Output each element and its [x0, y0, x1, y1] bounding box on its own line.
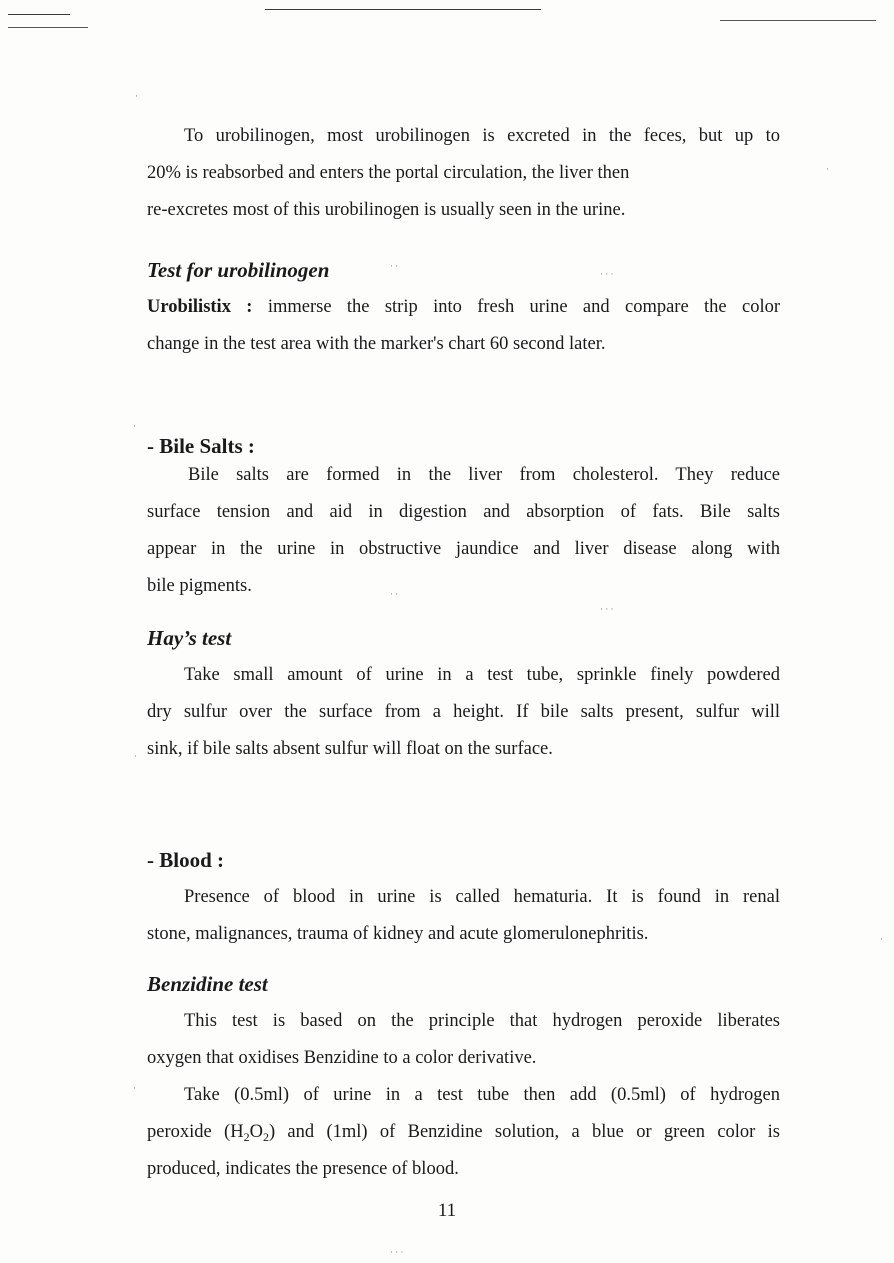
scan-rule: [8, 27, 88, 28]
scan-speck: ·: [880, 934, 883, 944]
scan-speck: ·: [135, 91, 138, 101]
scan-speck: · · ·: [600, 269, 614, 279]
scan-speck: ·: [133, 1083, 136, 1093]
test-urobilinogen-section: [147, 252, 780, 363]
scan-rule: [8, 14, 70, 15]
term-urobilistix: Urobilistix :: [147, 297, 253, 317]
blood-section: [147, 842, 780, 953]
line-text: O: [249, 1122, 263, 1142]
paragraph-line: change in the test area with the marker's chart 60 second later.: [147, 334, 606, 354]
paragraph-line: appear in the urine in obstructive jaundice and liver disease along with: [147, 539, 780, 559]
paragraph-line: re-excretes most of this urobilinogen is usually seen in the urine.: [147, 200, 626, 220]
line-text: peroxide (H: [147, 1122, 244, 1142]
subscript: 2: [262, 1130, 269, 1144]
scan-rule: [265, 9, 541, 10]
urobilinogen-paragraph: [147, 118, 780, 229]
paragraph-line: [147, 1114, 780, 1151]
section-heading: - Bile Salts :: [147, 434, 255, 458]
benzidine-test-section: [147, 966, 780, 1188]
paragraph-line: sink, if bile salts absent sulfur will float on the surface.: [147, 739, 553, 759]
paragraph-line: To urobilinogen, most urobilinogen is excreted in the feces, but up to: [184, 126, 780, 146]
scan-speck: · ·: [390, 261, 399, 271]
paragraph-line: oxygen that oxidises Benzidine to a color derivative.: [147, 1048, 537, 1068]
scan-speck: ·: [133, 421, 136, 431]
paragraph-line: bile pigments.: [147, 576, 252, 596]
scan-speck: · · ·: [390, 1247, 404, 1257]
line-text: ) and (1ml) of Benzidine solution, a blue or green color is: [268, 1122, 780, 1142]
paragraph-line: stone, malignances, trauma of kidney and acute glomerulonephritis.: [147, 924, 649, 944]
paragraph-line: This test is based on the principle that hydrogen peroxide liberates: [184, 1011, 780, 1031]
paragraph-line: dry sulfur over the surface from a height. If bile salts present, sulfur will: [147, 702, 780, 722]
scan-speck: · · ·: [600, 604, 614, 614]
test-heading: Hay’s test: [147, 626, 232, 650]
paragraph-line: 20% is reabsorbed and enters the portal circulation, the liver then: [147, 163, 630, 183]
test-heading: Benzidine test: [147, 972, 268, 996]
paragraph-line: [147, 289, 780, 326]
subscript: 2: [243, 1130, 250, 1144]
paragraph-line: Take (0.5ml) of urine in a test tube then add (0.5ml) of hydrogen: [184, 1085, 780, 1105]
hays-test-section: [147, 620, 780, 768]
paragraph-line: Bile salts are formed in the liver from cholesterol. They reduce: [188, 465, 780, 485]
test-heading: Test for urobilinogen: [147, 258, 330, 282]
bile-salts-section: [147, 431, 780, 605]
scan-speck: ·: [826, 164, 829, 174]
line-text: immerse the strip into fresh urine and compare the color: [267, 297, 780, 317]
scan-rule: [720, 20, 876, 21]
section-heading: - Blood :: [147, 848, 225, 872]
paragraph-line: surface tension and aid in digestion and absorption of fats. Bile salts: [147, 502, 780, 522]
paragraph-line: Take small amount of urine in a test tube, sprinkle finely powdered: [184, 665, 780, 685]
page-number: 11: [437, 1200, 457, 1221]
scan-speck: ·: [134, 751, 137, 761]
paragraph-line: Presence of blood in urine is called hematuria. It is found in renal: [184, 887, 780, 907]
paragraph-line: produced, indicates the presence of blood.: [147, 1159, 459, 1179]
scan-speck: · ·: [390, 589, 399, 599]
